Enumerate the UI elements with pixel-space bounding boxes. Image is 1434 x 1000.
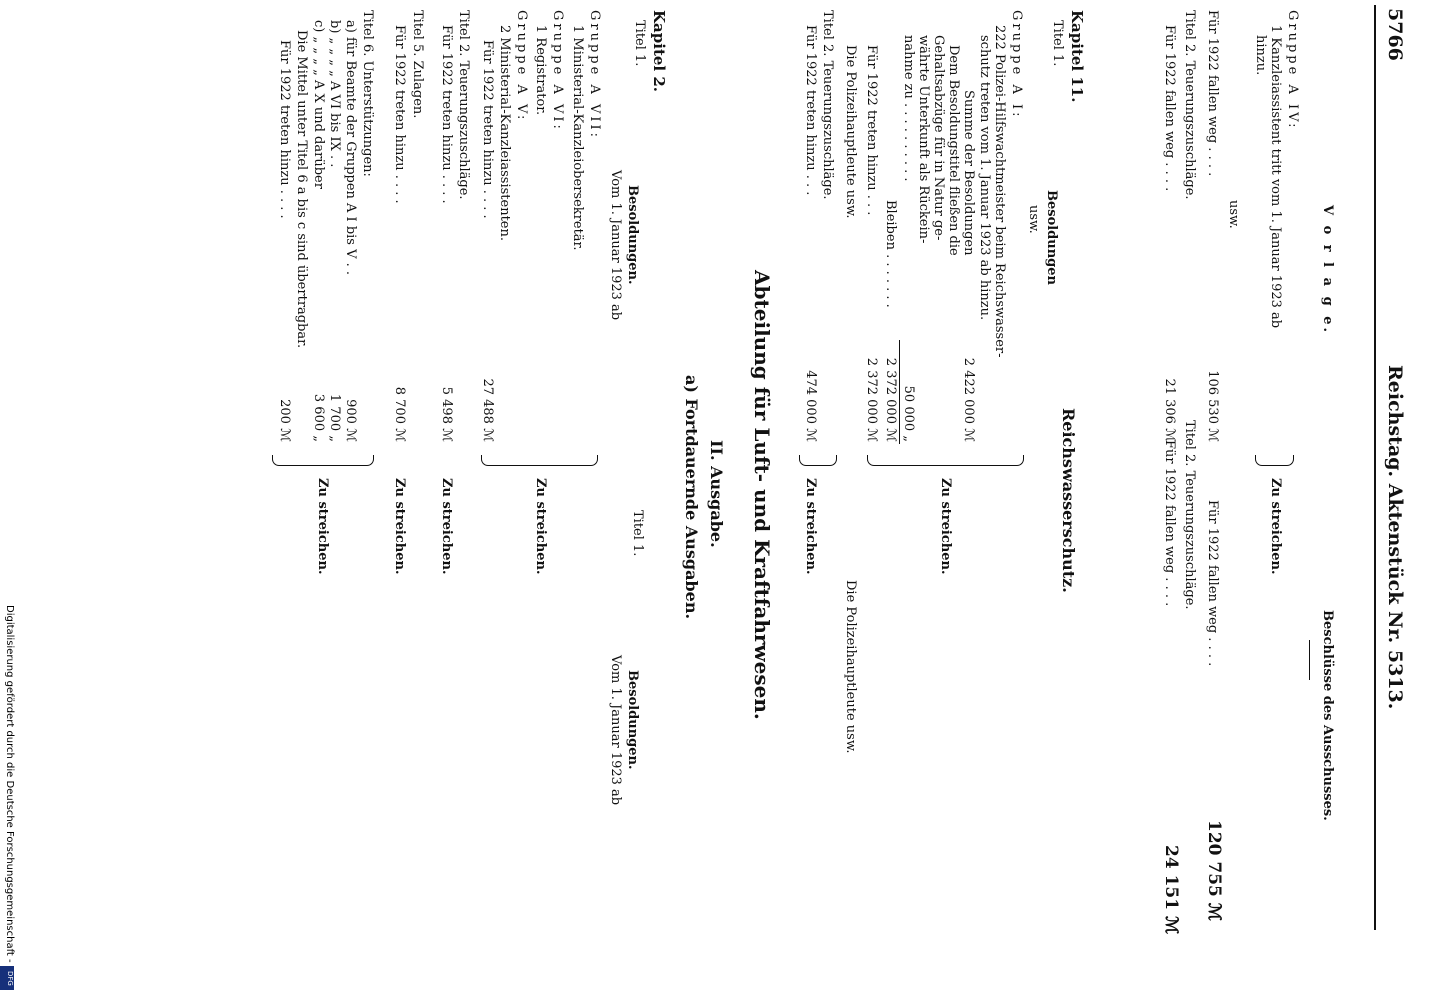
rw-titel2: Titel 2. Teuerungszuschläge. xyxy=(820,10,835,200)
ab-t6b-amount: 1 700 „ xyxy=(327,393,342,442)
rw-summe-amount: 2 422 000 ℳ xyxy=(961,357,976,442)
ab-titel5: Titel 5. Zulagen. xyxy=(410,10,425,119)
sum-rule xyxy=(899,340,900,444)
rw-treten2-amount: 474 000 ℳ xyxy=(803,370,818,442)
block1-right-amount1: 120 755 ℳ xyxy=(1204,820,1224,921)
ab-treten1-amount: 27 488 ℳ xyxy=(480,378,495,442)
funding-note: Digitalisierung gefördert durch die Deutsche Forschungsgemeinschaft - xyxy=(4,605,15,963)
ab-t6a-amount: 900 ℳ xyxy=(343,399,358,442)
rw-p2-l4: nahme zu . . . . . . . . . . xyxy=(901,35,916,182)
block1-action: Zu streichen. xyxy=(1268,478,1283,575)
rw-summe: Summe der Besoldungen xyxy=(961,90,976,256)
rw-bleiben-amount: 2 372 000 ℳ xyxy=(883,357,898,442)
ab-treten6: Für 1922 treten hinzu . . . . xyxy=(277,40,292,219)
block1-item-line1: 1 Kanzleiassistent tritt vom 1. Januar 1923 ab xyxy=(1268,25,1283,329)
ab-treten2: Für 1922 treten hinzu . . . . xyxy=(439,25,454,204)
block1-usw: usw. xyxy=(1226,200,1241,229)
ab-t6c: c) „ „ „ „ A X und darüber xyxy=(311,20,326,189)
ab-mittel: Die Mittel unter Titel 6 a bis c sind übertragbar. xyxy=(294,30,309,349)
dfg-logo: DFG xyxy=(0,966,14,990)
block1-titel2: Titel 2. Teuerungszuschläge. xyxy=(1182,10,1197,200)
rw-right-polizei: Die Polizeihauptleute usw. xyxy=(843,580,858,754)
beschluesse-heading: Beschlüsse des Ausschusses. xyxy=(1320,610,1335,821)
block1-fallen2: Für 1922 fallen weg . . . . xyxy=(1162,25,1177,192)
gruppe-a4: Gruppe A IV: xyxy=(1285,10,1300,131)
rw-p1-l2: schutz treten vom 1. Januar 1923 ab hinzu. xyxy=(977,35,992,321)
ab-t6c-amount: 3 600 „ xyxy=(311,393,326,442)
rw-treten2: Für 1922 treten hinzu . . . xyxy=(803,25,818,196)
ab-besoldungen: Besoldungen. xyxy=(625,185,640,285)
block1-right-amount2: 24 151 ℳ xyxy=(1161,845,1181,935)
rw-p2-l1: Dem Besoldungstitel fließen die xyxy=(946,45,961,256)
brace xyxy=(867,455,1024,466)
ab-right-action4: Zu streichen. xyxy=(315,478,330,575)
rw-treten1-amount: 2 372 000 ℳ xyxy=(864,357,879,442)
heading-rule xyxy=(1309,640,1310,680)
brace xyxy=(481,455,598,466)
block1-right-fallen1: Für 1922 fallen weg . . . . xyxy=(1205,500,1220,667)
fortdauernde-heading: a) Fortdauernde Ausgaben. xyxy=(682,375,701,620)
ab-t6b: b) „ „ „ „ A VI bis IX . . xyxy=(327,20,342,168)
rw-titel1: Titel 1. xyxy=(1050,20,1065,67)
ab-right-action3: Zu streichen. xyxy=(392,478,407,575)
a7-item: 1 Ministerial-Kanzleiobersekretär. xyxy=(570,25,585,251)
page-title: Reichstag. Aktenstück Nr. 5313. xyxy=(1384,365,1406,710)
reichswasserschutz-title: Reichswasserschutz. xyxy=(1059,408,1078,593)
rw-polizei: Die Polizeihauptleute usw. xyxy=(843,45,858,219)
block1-fallen2-amount: 21 306 ℳ xyxy=(1162,378,1177,442)
ab-titel6: Titel 6. Unterstützungen: xyxy=(360,10,375,177)
rw-treten1: Für 1922 treten hinzu . . . xyxy=(864,45,879,216)
block1-fallen1-amount: 106 530 ℳ xyxy=(1205,370,1220,442)
brace xyxy=(1255,455,1294,466)
gruppe-a7: Gruppe A VII: xyxy=(587,10,602,140)
ab-right-besoldungen: Besoldungen. xyxy=(625,670,640,770)
rw-besoldungen: Besoldungen xyxy=(1044,190,1059,285)
block1-right-fallen2: Für 1922 fallen weg . . . . xyxy=(1162,440,1177,607)
vorlage-heading: V o r l a g e. xyxy=(1320,205,1335,336)
ab-right-action1: Zu streichen. xyxy=(533,478,548,575)
brace xyxy=(799,455,837,466)
ab-right-titel1: Titel 1. xyxy=(630,510,645,557)
block1-right-titel2: Titel 2. Teuerungszuschläge. xyxy=(1182,420,1197,610)
rw-p2-l3: währte Unterkunft als Rückein- xyxy=(916,35,931,244)
ab-titel2: Titel 2. Teuerungszuschläge. xyxy=(456,10,471,200)
rw-right-action1: Zu streichen. xyxy=(938,478,953,575)
ab-titel1: Titel 1. xyxy=(632,20,647,67)
ab-right-action2: Zu streichen. xyxy=(439,478,454,575)
abteilung-title: Abteilung für Luft- und Kraftfahrwesen. xyxy=(750,270,774,720)
rw-bleiben: Bleiben . . . . . . . xyxy=(883,200,898,308)
ab-treten2-amount: 5 498 ℳ xyxy=(439,386,454,442)
brace xyxy=(272,455,374,466)
rw-p1-l1: 222 Polizei-Hilfswachtmeister beim Reichswasser- xyxy=(992,25,1007,358)
rw-p2-l2: Gehaltsabzüge für in Natur ge- xyxy=(931,35,946,241)
rw-right-action2: Zu streichen. xyxy=(803,478,818,575)
ab-treten1: Für 1922 treten hinzu . . . . xyxy=(480,40,495,219)
gruppe-a5: Gruppe A V: xyxy=(514,10,529,123)
ab-right-vom: Vom 1. Januar 1923 ab xyxy=(608,655,623,806)
ab-vom: Vom 1. Januar 1923 ab xyxy=(608,170,623,321)
rw-gruppe-a1: Gruppe A I: xyxy=(1009,10,1024,120)
ab-treten5: Für 1922 treten hinzu . . . . xyxy=(392,25,407,204)
ab-treten5-amount: 8 700 ℳ xyxy=(392,386,407,442)
kapitel-11: Kapitel 11. xyxy=(1068,10,1086,103)
gruppe-a6: Gruppe A VI: xyxy=(550,10,565,132)
ab-treten6-amount: 200 ℳ xyxy=(277,399,292,442)
ausgabe-heading: II. Ausgabe. xyxy=(707,440,726,548)
block1-fallen1: Für 1922 fallen weg . . . . xyxy=(1205,10,1220,177)
a5-item: 2 Ministerial-Kanzleiassistenten. xyxy=(497,25,512,241)
ab-t6a: a) für Beamte der Gruppen A I bis V . . xyxy=(343,20,358,276)
header-rule xyxy=(1374,5,1376,930)
block1-item-line2: hinzu. xyxy=(1253,35,1268,76)
a6-item: 1 Registrator. xyxy=(533,25,548,116)
rw-rueck-amount: 50 000 „ xyxy=(901,385,916,442)
kapitel-2: Kapitel 2. xyxy=(650,10,668,92)
rw-usw: usw. xyxy=(1026,205,1041,234)
page-number: 5766 xyxy=(1384,8,1406,61)
